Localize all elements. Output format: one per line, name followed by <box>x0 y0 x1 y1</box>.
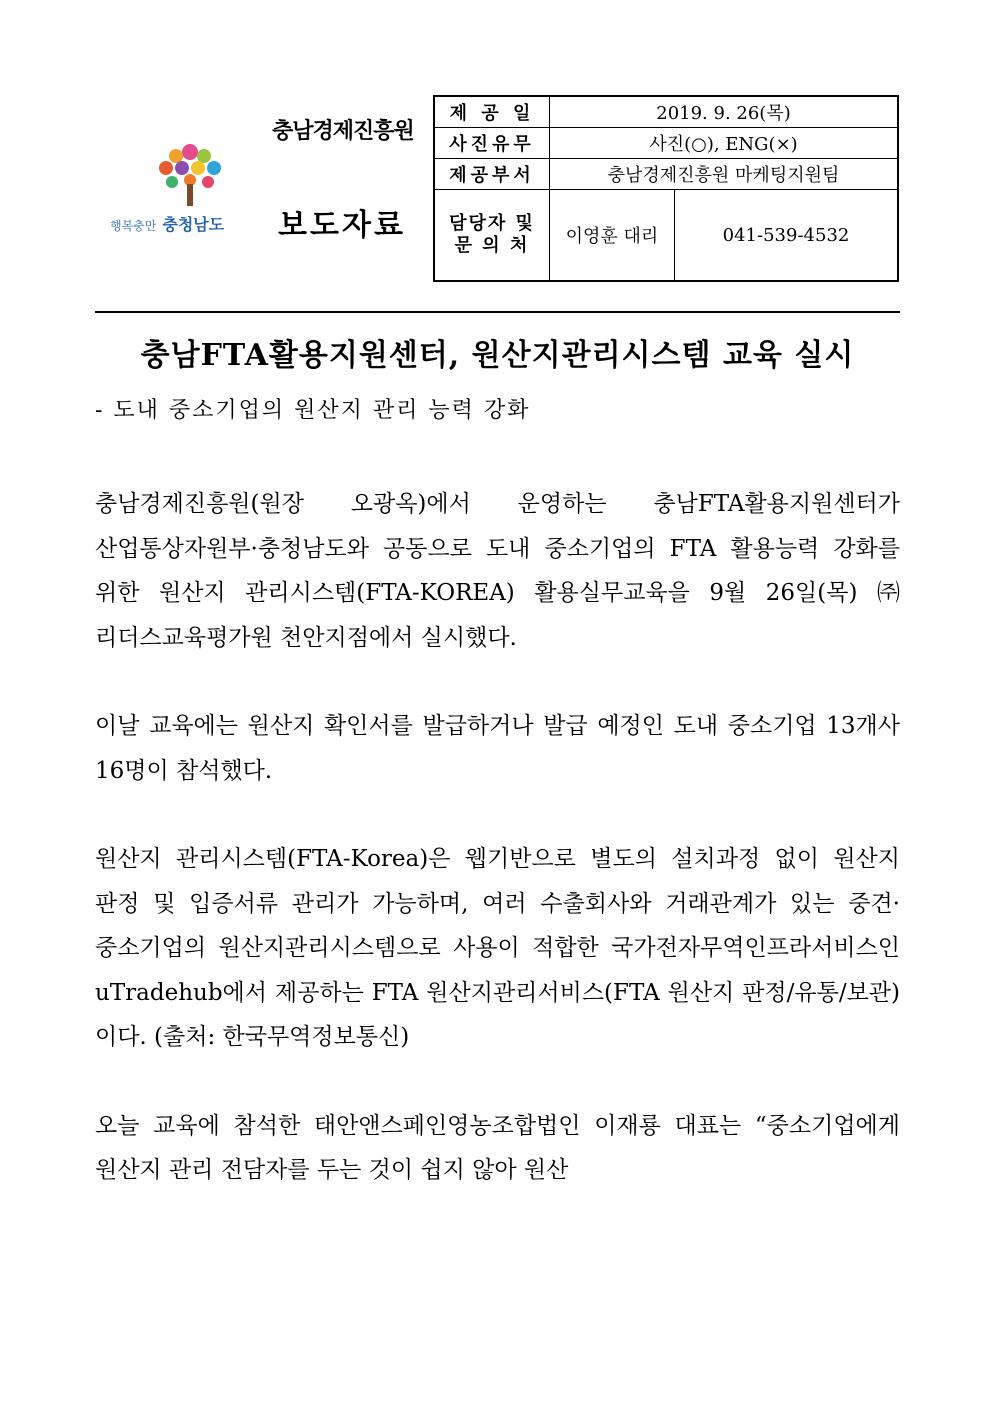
dept-value: 충남경제진흥원 마케팅지원팀 <box>550 159 899 190</box>
logo-text <box>110 212 224 235</box>
paragraph: 오늘 교육에 참석한 태안앤스페인영농조합법인 이재룡 대표는 “중소기업에게 원산지 관리 전담자를 두는 것이 쉽지 않아 원산 <box>95 1112 900 1183</box>
contact-label <box>434 190 550 282</box>
info-table <box>433 95 899 282</box>
paragraph: 이날 교육에는 원산지 확인서를 발급하거나 발급 예정인 도내 중소기업 13개사 16명이 참석했다. <box>95 713 900 784</box>
table-row <box>434 159 898 190</box>
tree-logo-icon <box>150 140 230 210</box>
date-label: 제 공 일 <box>434 96 550 128</box>
dept-label: 제공부서 <box>434 159 550 190</box>
logo <box>100 140 260 240</box>
press-release-label: 보도자료 <box>278 208 406 243</box>
organization-name: 충남경제진흥원 <box>272 118 414 144</box>
table-row <box>434 190 898 282</box>
paragraph: 충남경제진흥원(원장 오광옥)에서 운영하는 충남FTA활용지원센터가 산업통상자원부·충청남도와 공동으로 도내 중소기업의 FTA 활용능력 강화를 위한 원산지 관리시스템(FTA-KOREA) 활용실무교육을 9월 26일(목) ㈜리더스교육평가원 천안지점에서 실시했다. <box>95 491 900 651</box>
table-row <box>434 96 898 128</box>
contact-person: 이영훈 대리 <box>550 190 675 282</box>
logo-slogan: 행복충만 <box>110 219 157 233</box>
contact-phone: 041-539-4532 <box>675 190 899 282</box>
photo-label: 사진유무 <box>434 128 550 159</box>
paragraph: 원산지 관리시스템(FTA-Korea)은 웹기반으로 별도의 설치과정 없이 원산지 판정 및 입증서류 관리가 가능하며, 여러 수출회사와 거래관계가 있는 중견·중소기업의 원산지관리시스템으로 사용이 적합한 국가전자무역인프라서비스인 uTradehub에서 제공하는 FTA 원산지관리서비스(FTA 원산지 판정/유통/보관)이다. (출처: 한국무역정보통신) <box>95 846 900 1050</box>
article-title: 충남FTA활용지원센터, 원산지관리시스템 교육 실시 <box>140 338 855 373</box>
table-row <box>434 128 898 159</box>
header-divider <box>95 311 900 313</box>
photo-value: 사진(○), ENG(×) <box>550 128 899 159</box>
date-value: 2019. 9. 26(목) <box>550 96 899 128</box>
article-subtitle: - 도내 중소기업의 원산지 관리 능력 강화 <box>95 398 531 423</box>
logo-name: 충청남도 <box>162 215 225 234</box>
article-body <box>95 482 900 1237</box>
contact-label-line-1: 담당자 및 <box>449 213 535 234</box>
contact-label-line-2: 문 의 처 <box>454 235 530 256</box>
